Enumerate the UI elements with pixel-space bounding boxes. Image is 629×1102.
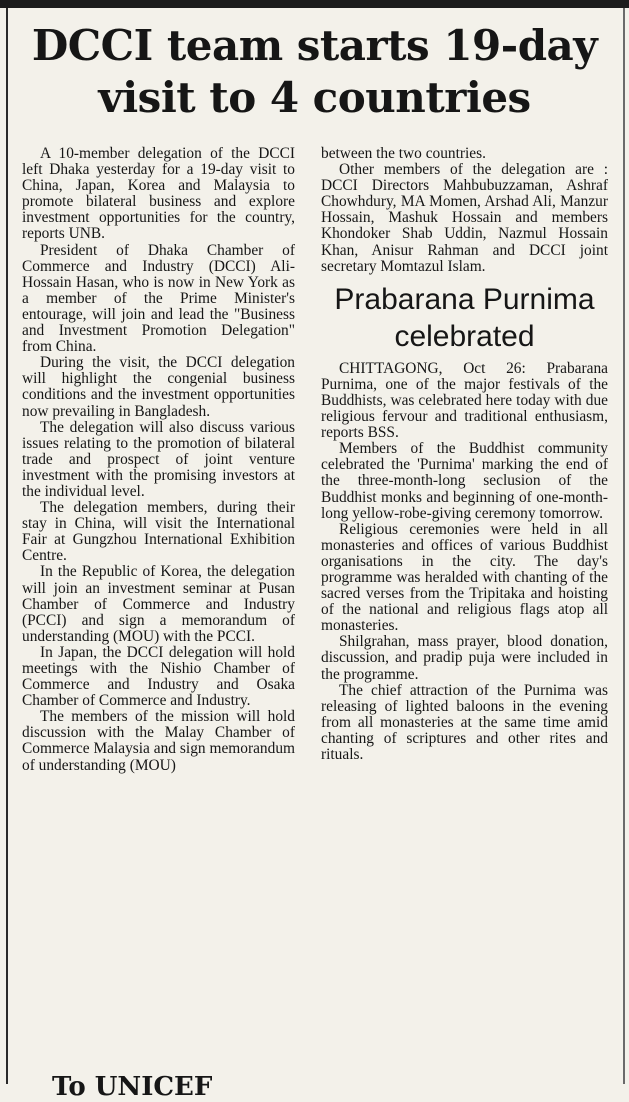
article-paragraph: The delegation will also discuss various issues relating to the promotion of bilateral trade and prospect of joint venture investment with the promising investors at the individual level. [22,418,295,500]
article-paragraph: The members of the mission will hold discussion with the Malay Chamber of Commerce Malaysia and sign memorandum of understanding (MOU) [22,708,295,774]
next-article-headline-partial: To UNICEF [52,1072,213,1102]
article-paragraph: President of Dhaka Chamber of Commerce and Industry (DCCI) Ali-Hossain Hasan, who is now in New York as a member of the Prime Minister's entourage, will join and lead the "Business and Investment Promotion Delegation" from China. [22,241,295,356]
clipping-left-edge [6,8,8,1084]
article-paragraph: During the visit, the DCCI delegation will highlight the congenial business conditions and the investment opportunities now prevailing in Bangladesh. [22,354,295,420]
article-headline: DCCI team starts 19-day visit to 4 countries [31,21,598,122]
article-paragraph: A 10-member delegation of the DCCI left Dhaka yesterday for a 19-day visit to China, Japan, Korea and Malaysia to promote bilateral business and explore investment opportunities for the country, reports UNB. [22,145,295,243]
top-border-rule [0,0,629,8]
second-article-paragraph: Religious ceremonies were held in all monasteries and offices of various Buddhist organisations in the city. The day's programme was heralded with chanting of the sacred verses from the Tripitaka and hoisting of the national and religious flags atop all monasteries. [321,520,608,635]
clipping-right-edge [623,8,625,1084]
second-article-headline: Prabarana Purnima celebrated [334,282,595,353]
second-article-paragraph: Shilgrahan, mass prayer, blood donation, discussion, and pradip puja were included in the programme. [321,633,608,683]
article-paragraph: In Japan, the DCCI delegation will hold meetings with the Nishio Chamber of Commerce and Industry and Osaka Chamber of Commerce and Industry. [22,643,295,710]
second-article-paragraph: The chief attraction of the Purnima was releasing of lighted baloons in the evening from all monasteries at the same time amid chanting of scriptures and other rites and rituals. [321,681,608,763]
article-paragraph-continued: between the two countries. [321,145,486,162]
right-column [321,146,608,763]
article-paragraph: Other members of the delegation are : DCCI Directors Mahbubuzzaman, Ashraf Chowhdury, MA Momen, Arshad Ali, Manzur Hossain, Mashuk Hossain and members Khondoker Shab Uddin, Nazmul Hossain Khan, Anisur Rahman and DCCI joint secretary Momtazul Islam. [321,161,608,275]
second-article-paragraph: Members of the Buddhist community celebrated the 'Purnima' marking the end of the three-month-long seclusion of the Buddhist monks and beginning of one-month-long yellow-robe-giving ceremony tomorrow. [321,440,608,522]
article-paragraph: In the Republic of Korea, the delegation will join an investment seminar at Pusan Chamber of Commerce and Industry (PCCI) and sign a memorandum of understanding (MOU) with the PCCI. [22,563,295,645]
article-paragraph: The delegation members, during their stay in China, will visit the International Fair at Gungzhou International Exhibition Centre. [22,499,295,565]
left-column [22,146,295,774]
second-article-paragraph: CHITTAGONG, Oct 26: Prabarana Purnima, one of the major festivals of the Buddhists, was celebrated here today with due religious fervour and traditional enthusiasm, reports BSS. [321,359,608,442]
